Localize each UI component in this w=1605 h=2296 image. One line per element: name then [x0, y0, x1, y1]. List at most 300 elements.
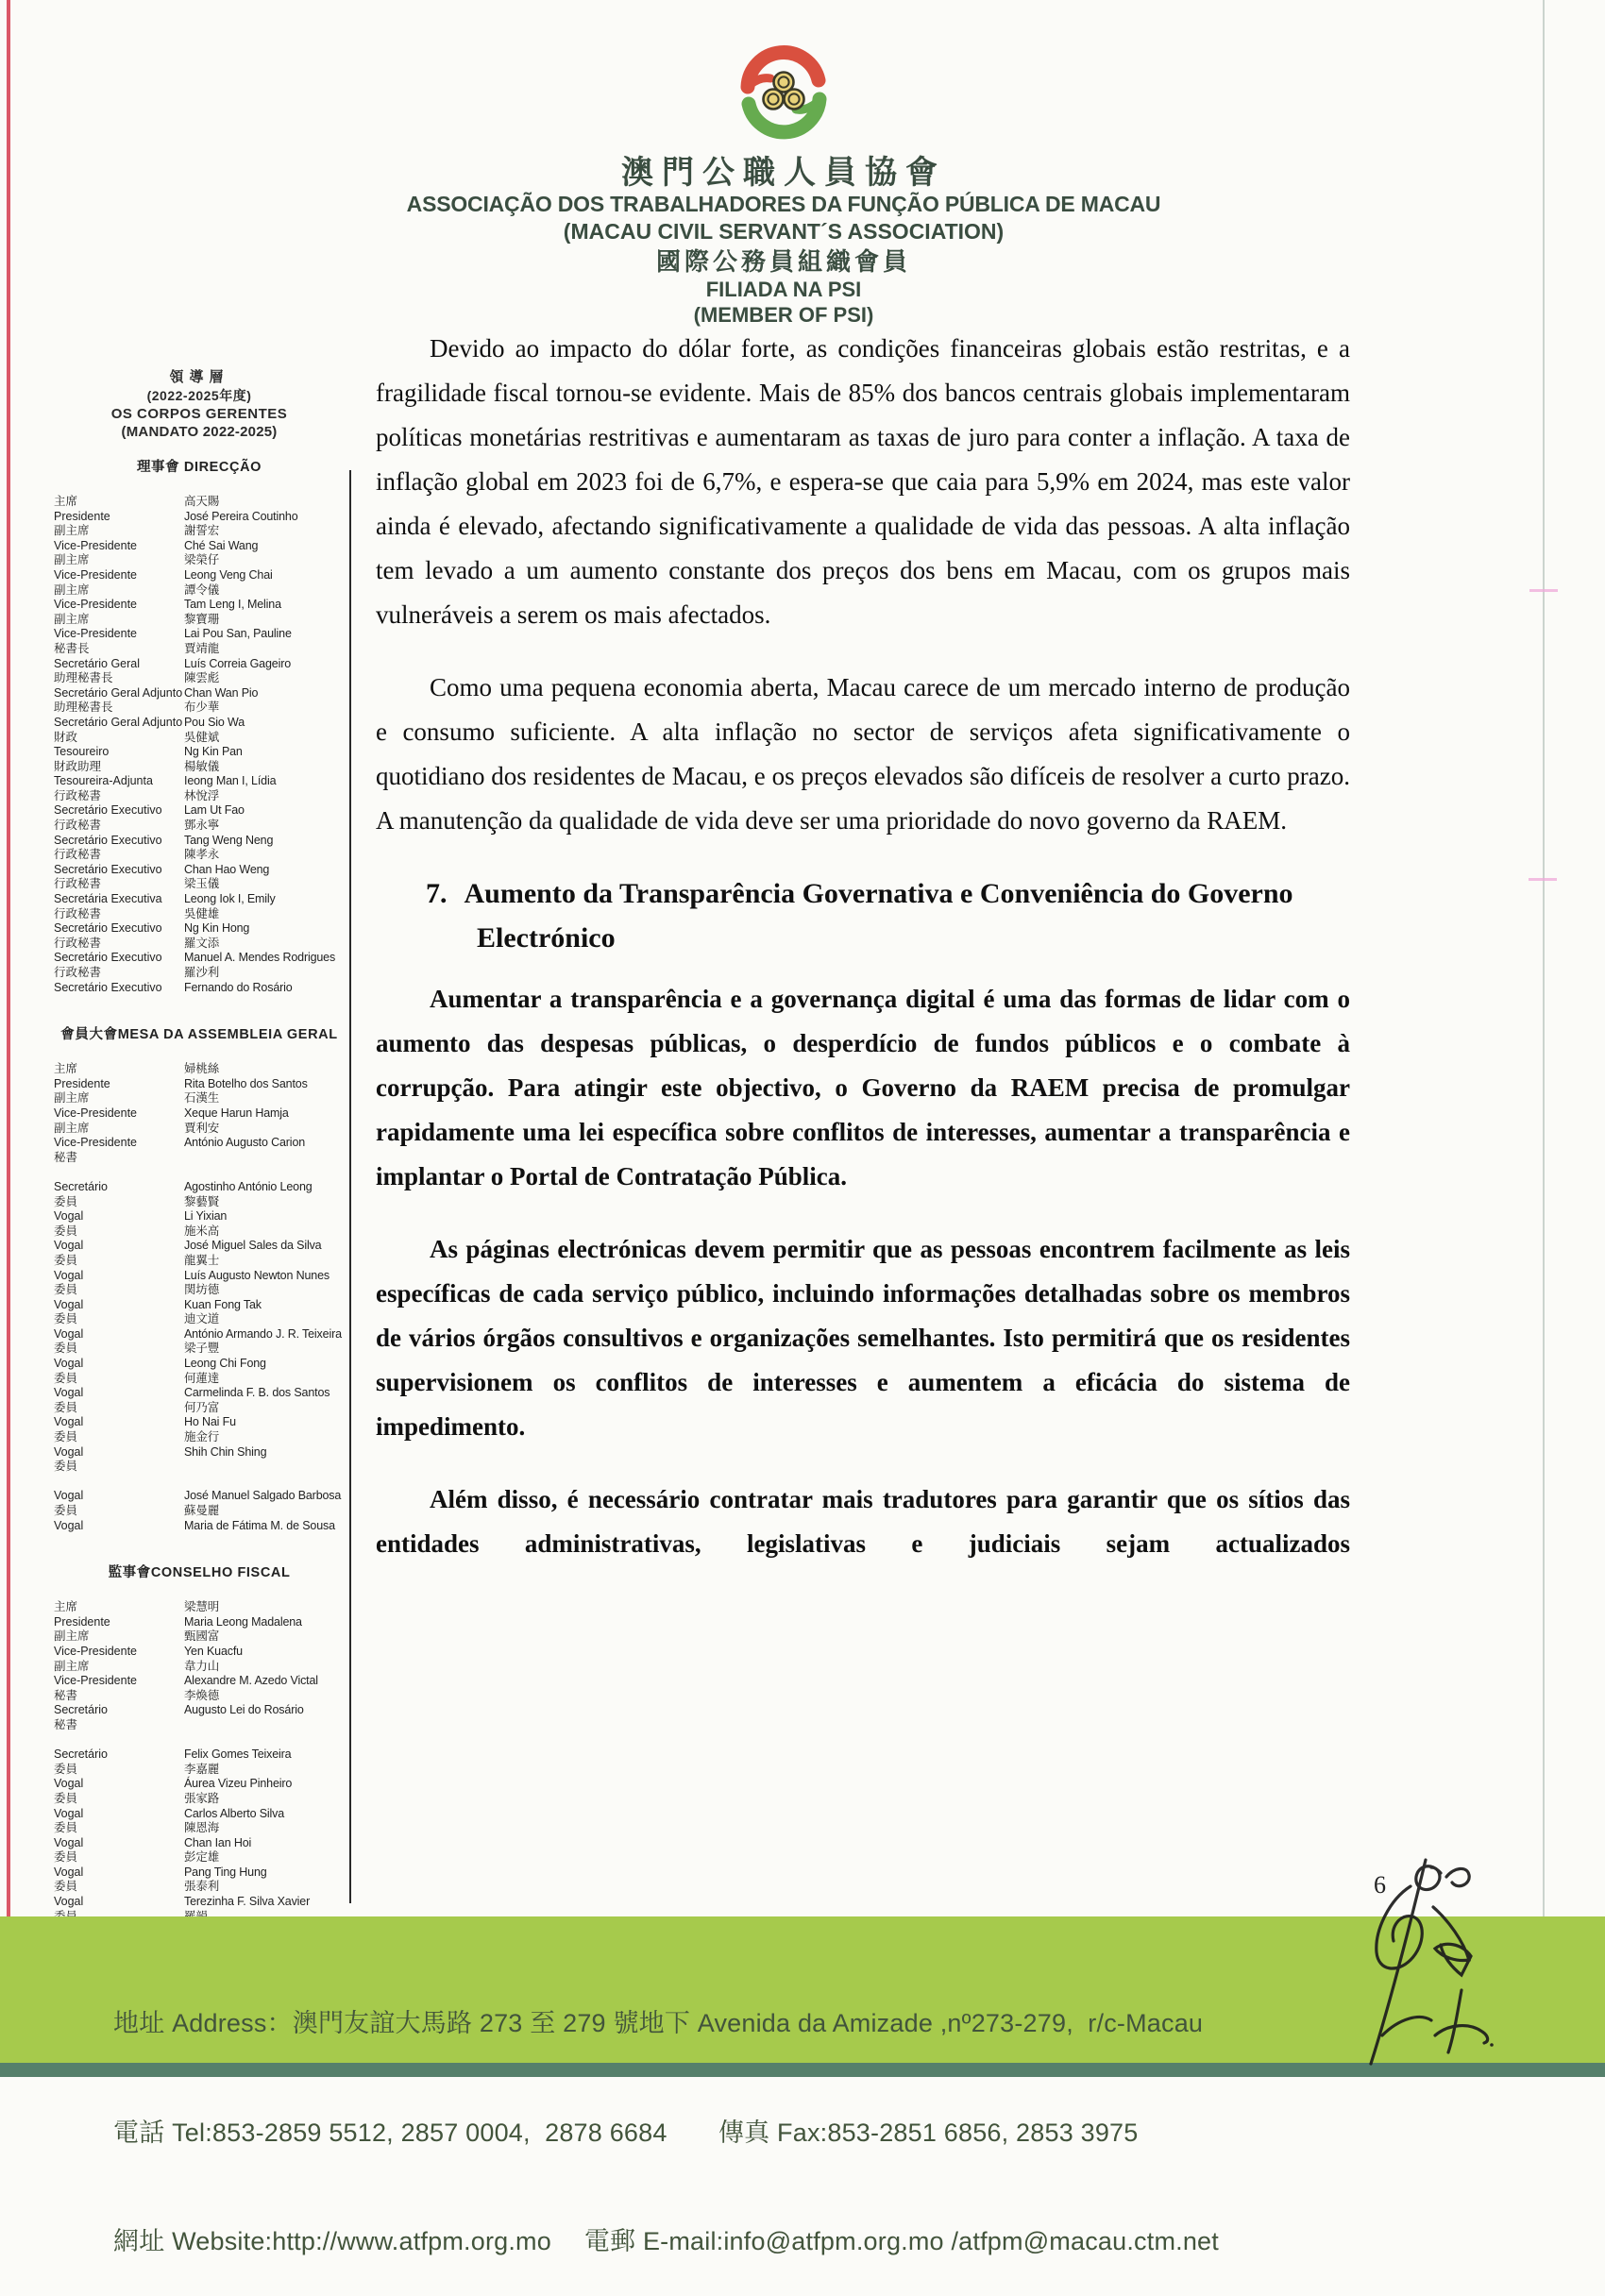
scan-artifact-tick: [1529, 878, 1557, 881]
officer-row-pt-line: [54, 892, 345, 907]
officer-row-cn-line: [54, 1062, 345, 1077]
officer-title-pt: Presidente: [54, 509, 110, 523]
sidebar-heading-term: (2022-2025年度): [146, 388, 252, 403]
officer-title-cn: 委員: [54, 1791, 78, 1805]
officer-title-cn: 副主席: [54, 553, 90, 567]
officer-name-pt: José Miguel Sales da Silva: [184, 1239, 322, 1253]
officer-title-cn: 委員: [54, 1504, 78, 1517]
officer-title-cn: 委員: [54, 1400, 78, 1414]
officer-name-cn: 陳恩海: [184, 1821, 220, 1835]
officer-row-cn-line: [54, 1091, 345, 1106]
officer-name-pt: Chan Wan Pio: [184, 685, 259, 700]
officer-name-pt: Terezinha F. Silva Xavier: [184, 1895, 311, 1909]
officer-name-cn: [184, 1151, 345, 1166]
psi-membership-english: (MEMBER OF PSI): [693, 303, 874, 327]
officer-title-cn: 委員: [54, 1224, 78, 1238]
officer-title-pt: Vogal: [54, 1239, 84, 1253]
officer-title-pt: Secretário Geral Adjunto: [54, 715, 183, 729]
officer-row-pt-line: [54, 1269, 345, 1284]
officer-name-pt: Lai Pou San, Pauline: [184, 627, 292, 641]
officer-row: [54, 1401, 345, 1430]
officer-row-cn-line: [54, 1430, 345, 1445]
officer-title-pt: Vogal: [54, 1865, 84, 1879]
officer-row-cn-line: [54, 1689, 345, 1704]
officer-name-cn: 布少華: [184, 701, 220, 715]
officer-row-cn-line: [54, 1718, 345, 1733]
officer-row-cn-line: [54, 1372, 345, 1387]
officer-name-cn: 梁子豐: [184, 1342, 220, 1356]
officer-name-pt: Felix Gomes Teixeira: [184, 1747, 292, 1762]
officer-title-pt: Vice-Presidente: [54, 598, 138, 612]
officer-name-pt: José Pereira Coutinho: [184, 509, 298, 523]
officer-title-cn: 委員: [54, 1371, 78, 1385]
officer-title-cn: 行政秘書: [54, 966, 102, 979]
officer-name-pt: Manuel A. Mendes Rodrigues: [184, 951, 336, 965]
officer-name-pt: Luís Correia Gageiro: [184, 656, 292, 670]
officer-name-pt: Maria Leong Madalena: [184, 1614, 302, 1629]
officer-name-pt: Ng Kin Hong: [184, 921, 250, 936]
officer-row-cn-line: [54, 1401, 345, 1416]
officer-row-pt-line: [54, 774, 345, 789]
officer-name-cn: 迪文道: [184, 1312, 220, 1326]
officer-row-cn-line: [54, 966, 345, 981]
officer-title-pt: Presidente: [54, 1076, 110, 1090]
officer-name-cn: 韋力山: [184, 1659, 220, 1673]
officer-title-pt: Vice-Presidente: [54, 538, 138, 552]
officer-row-cn-line: [54, 819, 345, 834]
officer-row-pt-line: [54, 716, 345, 731]
sidebar-section: [54, 456, 345, 995]
body-paragraph: As páginas electrónicas devem permitir que as pessoas encontrem facilmente as leis específicas de cada serviço público, incluindo informações detalhadas sobre os membros de vários órgãos consultivos e organizações semelhantes. Isto permitirá que os residentes supervisionem os conflitos de interesses e aumentem a eficácia do sistema de impedimento.: [376, 1235, 1350, 1441]
officer-row-pt-line: [54, 568, 345, 583]
officer-row-pt-line: [54, 1895, 345, 1910]
officer-row-cn-line: [54, 1151, 345, 1166]
sidebar-section: [54, 1562, 345, 1939]
officer-row: [54, 1880, 345, 1909]
officer-name-pt: Alexandre M. Azedo Victal: [184, 1674, 318, 1688]
officer-row-pt-line: [54, 598, 345, 613]
officer-name-pt: Maria de Fátima M. de Sousa: [184, 1518, 335, 1532]
officer-title-pt: Secretário Executivo: [54, 951, 162, 965]
officer-name-pt: António Augusto Carion: [184, 1136, 306, 1150]
officer-title-pt: Vogal: [54, 1489, 84, 1503]
officer-row-pt-line: [54, 510, 345, 525]
officer-row-cn-line: [54, 1312, 345, 1327]
officer-row: [54, 848, 345, 877]
main-text: [376, 327, 1350, 1595]
officer-title-cn: 行政秘書: [54, 877, 102, 891]
officer-name-pt: Carlos Alberto Silva: [184, 1806, 285, 1820]
officer-row-pt-line: [54, 657, 345, 672]
officer-row-cn-line: [54, 1342, 345, 1357]
officer-row-pt-line: [54, 1180, 345, 1195]
association-logo-hands-coins-icon: [738, 43, 829, 145]
officer-row: [54, 877, 345, 906]
officer-row: [54, 553, 345, 582]
officer-row: [54, 907, 345, 937]
officer-row-cn-line: [54, 642, 345, 657]
officer-row: [54, 1689, 345, 1718]
page-number: 6: [1374, 1871, 1386, 1899]
officer-name-cn: 蘇曼麗: [184, 1504, 220, 1517]
officer-row-cn-line: [54, 789, 345, 804]
officer-name-pt: Shih Chin Shing: [184, 1444, 267, 1459]
officer-name-cn: 何乃富: [184, 1400, 220, 1414]
officer-name-pt: Leong Veng Chai: [184, 567, 273, 582]
sidebar-divider-rule: [349, 470, 351, 1903]
officer-title-pt: Tesoureira-Adjunta: [54, 774, 153, 788]
officer-name-cn: 謝誓宏: [184, 524, 220, 538]
sidebar-sections: [54, 456, 345, 1939]
officer-title-cn: 助理秘書長: [54, 671, 113, 685]
officer-row: [54, 819, 345, 848]
officer-name-pt: Áurea Vizeu Pinheiro: [184, 1777, 293, 1791]
officer-name-pt: Ieong Man I, Lídia: [184, 774, 277, 788]
officer-row-pt-line: [54, 1077, 345, 1092]
officer-row-cn-line: [54, 1850, 345, 1866]
officer-row: [54, 789, 345, 819]
body-paragraph: Além disso, é necessário contratar mais tradutores para garantir que os sítios das entidades administrativas, legislativas e judiciais sejam actualizados: [376, 1485, 1350, 1558]
officer-row-pt-line: [54, 921, 345, 937]
officer-row-pt-line: [54, 951, 345, 966]
officer-title-cn: 主席: [54, 1062, 78, 1076]
officer-name-pt: Tang Weng Neng: [184, 833, 274, 847]
officer-row-pt-line: [54, 1209, 345, 1224]
officer-row: [54, 1504, 345, 1533]
officer-title-cn: 委員: [54, 1762, 78, 1776]
officer-title-pt: Vice-Presidente: [54, 1106, 138, 1120]
officer-row-cn-line: [54, 1254, 345, 1269]
officer-title-cn: 副主席: [54, 1091, 90, 1106]
officer-title-cn: 秘書長: [54, 641, 90, 655]
officer-name-pt: Carmelinda F. B. dos Santos: [184, 1386, 330, 1400]
officer-row-cn-line: [54, 1504, 345, 1519]
officer-row-pt-line: [54, 1674, 345, 1689]
officer-title-pt: Vogal: [54, 1209, 84, 1224]
officer-title-pt: Vice-Presidente: [54, 627, 138, 641]
officer-row-cn-line: [54, 1224, 345, 1240]
officer-title-pt: Vogal: [54, 1895, 84, 1909]
officer-row-cn-line: [54, 1660, 345, 1675]
officer-row: [54, 1460, 345, 1504]
officer-row-pt-line: [54, 1386, 345, 1401]
officer-title-cn: 財政: [54, 730, 78, 744]
officer-title-pt: Vogal: [54, 1806, 84, 1820]
officer-row: [54, 1224, 345, 1254]
officer-row-pt-line: [54, 1327, 345, 1342]
officer-row-pt-line: [54, 1807, 345, 1822]
officer-name-cn: 張泰利: [184, 1880, 220, 1894]
officer-row: [54, 1430, 345, 1460]
officer-title-cn: 委員: [54, 1342, 78, 1356]
officer-name-pt: Leong Chi Fong: [184, 1357, 266, 1371]
officer-row-cn-line: [54, 760, 345, 775]
officer-name-cn: 鄧永寧: [184, 819, 220, 833]
officer-row-cn-line: [54, 1629, 345, 1645]
officer-row: [54, 1254, 345, 1283]
sidebar-heading: [54, 368, 345, 441]
officer-title-pt: Secretário Geral: [54, 656, 141, 670]
officer-name-pt: Lam Ut Fao: [184, 803, 245, 818]
officer-title-pt: Vogal: [54, 1357, 84, 1371]
officer-row: [54, 671, 345, 701]
officer-row-pt-line: [54, 1703, 345, 1718]
officer-name-cn: 陳雲彪: [184, 671, 220, 685]
officer-title-cn: 委員: [54, 1194, 78, 1208]
officer-title-pt: Vogal: [54, 1518, 84, 1532]
psi-membership-portuguese: FILIADA NA PSI: [705, 278, 862, 301]
officer-name-cn: 黎藝賢: [184, 1194, 220, 1208]
officer-name-cn: 林悅浮: [184, 788, 220, 802]
officer-title-cn: 助理秘書長: [54, 701, 113, 715]
office-holders-sidebar: [54, 368, 345, 1939]
officer-name-pt: Yen Kuacfu: [184, 1644, 243, 1658]
officer-name-cn: 施米高: [184, 1224, 220, 1238]
officer-name-pt: António Armando J. R. Teixeira: [184, 1326, 342, 1341]
officer-name-cn: 李煥德: [184, 1688, 220, 1702]
officer-row: [54, 1763, 345, 1792]
officer-name-pt: Fernando do Rosário: [184, 980, 293, 994]
letterhead: [0, 43, 1567, 328]
officer-row-cn-line: [54, 553, 345, 568]
officer-row-pt-line: [54, 1489, 345, 1504]
officer-row-cn-line: [54, 731, 345, 746]
officer-title-cn: 行政秘書: [54, 819, 102, 833]
officer-name-pt: Pou Sio Wa: [184, 715, 245, 729]
officer-title-pt: Secretário: [54, 1747, 108, 1762]
officer-title-cn: 行政秘書: [54, 906, 102, 920]
officer-row-cn-line: [54, 671, 345, 686]
officer-name-pt: Li Yixian: [184, 1209, 228, 1224]
officer-name-cn: [184, 1460, 345, 1475]
officer-row-pt-line: [54, 1357, 345, 1372]
footer-website-email-line: 網址 Website:http://www.atfpm.org.mo 電郵 E-mail:info@atfpm.org.mo /atfpm@macau.ctm.net: [113, 2227, 1219, 2255]
officer-row: [54, 524, 345, 553]
officer-row: [54, 1792, 345, 1821]
association-name-chinese: 澳門公職人員協會: [621, 155, 946, 191]
officer-name-pt: Xeque Harun Hamja: [184, 1106, 289, 1120]
officer-title-pt: Secretário Executivo: [54, 803, 162, 818]
sidebar-heading-cn: 領導層: [169, 369, 229, 385]
section-title: 會員大會MESA DA ASSEMBLEIA GERAL: [60, 1027, 338, 1043]
officer-title-cn: 副主席: [54, 1121, 90, 1135]
officer-name-cn: 賈利安: [184, 1121, 220, 1135]
officer-title-pt: Vogal: [54, 1415, 84, 1429]
officer-row: [54, 613, 345, 642]
officer-row-pt-line: [54, 1866, 345, 1881]
officer-row-pt-line: [54, 1298, 345, 1313]
officer-name-cn: 吳健斌: [184, 730, 220, 744]
officer-title-pt: Secretário Executivo: [54, 921, 162, 936]
footer-address-line: 地址 Address：澳門友誼大馬路 273 至 279 號地下 Avenida da Amizade ,nº273-279, r/c-Macau: [113, 2009, 1204, 2037]
officer-name-cn: 羅沙利: [184, 966, 220, 979]
officer-name-pt: Augusto Lei do Rosário: [184, 1703, 304, 1717]
officer-title-pt: Vogal: [54, 1444, 84, 1459]
officer-row: [54, 1821, 345, 1850]
sidebar-heading-mandate: (MANDATO 2022-2025): [121, 424, 278, 440]
officer-row-pt-line: [54, 1777, 345, 1792]
officer-row-cn-line: [54, 613, 345, 628]
officer-name-cn: 高天賜: [184, 495, 220, 508]
officer-row-cn-line: [54, 1763, 345, 1778]
officer-title-cn: 副主席: [54, 1629, 90, 1644]
officer-row-pt-line: [54, 745, 345, 760]
officer-name-cn: 施金行: [184, 1430, 220, 1444]
officer-row-pt-line: [54, 1747, 345, 1763]
officer-row-cn-line: [54, 1792, 345, 1807]
officer-row-cn-line: [54, 1460, 345, 1475]
officer-title-cn: 秘書: [54, 1150, 78, 1164]
officer-title-pt: Secretária Executiva: [54, 892, 162, 906]
officer-title-pt: Secretário Executivo: [54, 833, 162, 847]
officer-row-pt-line: [54, 686, 345, 701]
officer-row: [54, 495, 345, 524]
officer-row-cn-line: [54, 1821, 345, 1836]
officer-name-pt: Leong Iok I, Emily: [184, 892, 276, 906]
officer-name-pt: Agostinho António Leong: [184, 1179, 313, 1193]
officer-row-pt-line: [54, 1106, 345, 1122]
officer-row: [54, 583, 345, 613]
officer-row: [54, 1283, 345, 1312]
section-heading: [376, 871, 1350, 960]
officer-row: [54, 1629, 345, 1659]
officer-title-cn: 委員: [54, 1821, 78, 1835]
officer-name-pt: José Manuel Salgado Barbosa: [184, 1489, 342, 1503]
officer-name-cn: 李嘉麗: [184, 1762, 220, 1776]
officer-name-cn: 石漢生: [184, 1091, 220, 1106]
officer-row-pt-line: [54, 627, 345, 642]
officer-name-cn: 吳健雄: [184, 906, 220, 920]
officer-title-pt: Tesoureiro: [54, 745, 110, 759]
psi-membership-chinese: 國際公務員組織會員: [655, 247, 911, 276]
association-name-english: (MACAU CIVIL SERVANT´S ASSOCIATION): [563, 219, 1005, 244]
officer-row-cn-line: [54, 1283, 345, 1298]
officer-name-pt: Pang Ting Hung: [184, 1865, 267, 1879]
officer-name-cn: 関坊德: [184, 1283, 220, 1297]
officer-row: [54, 1122, 345, 1151]
officer-name-cn: 譚令儀: [184, 582, 220, 597]
officer-row: [54, 1151, 345, 1195]
sidebar-section: [54, 1023, 345, 1533]
officer-row-pt-line: [54, 803, 345, 819]
officer-title-pt: Vice-Presidente: [54, 1644, 138, 1658]
officer-row: [54, 1600, 345, 1629]
officer-title-cn: 委員: [54, 1283, 78, 1297]
officer-name-pt: Tam Leng I, Melina: [184, 598, 281, 612]
section-heading-text: Aumento da Transparência Governativa e Conveniência do Governo Electrónico: [464, 878, 1293, 954]
officer-title-pt: Vogal: [54, 1777, 84, 1791]
officer-row: [54, 1660, 345, 1689]
officer-title-pt: Secretário: [54, 1179, 108, 1193]
officer-title-pt: Secretário Geral Adjunto: [54, 685, 183, 700]
officer-title-cn: 副主席: [54, 524, 90, 538]
officer-row-cn-line: [54, 1122, 345, 1137]
officer-row-cn-line: [54, 495, 345, 510]
officer-name-cn: 賈靖龍: [184, 641, 220, 655]
officer-title-cn: 主席: [54, 1600, 78, 1614]
association-name-portuguese: ASSOCIAÇÃO DOS TRABALHADORES DA FUNÇÃO PÚBLICA DE MACAU: [406, 192, 1161, 216]
officer-row: [54, 760, 345, 789]
officer-name-pt: Rita Botelho dos Santos: [184, 1076, 308, 1090]
footer-phone-fax-line: 電話 Tel:853-2859 5512, 2857 0004, 2878 6684 傳真 Fax:853-2851 6856, 2853 3975: [113, 2118, 1139, 2147]
officer-row: [54, 731, 345, 760]
officer-row-pt-line: [54, 834, 345, 849]
officer-row-cn-line: [54, 907, 345, 922]
officer-title-cn: 委員: [54, 1880, 78, 1894]
officer-name-cn: 梁慧明: [184, 1600, 220, 1614]
officer-row-cn-line: [54, 1195, 345, 1210]
officer-row: [54, 966, 345, 995]
officer-name-cn: 張家路: [184, 1791, 220, 1805]
officer-title-pt: Vogal: [54, 1297, 84, 1311]
officer-title-cn: 秘書: [54, 1688, 78, 1702]
officer-name-cn: [184, 1718, 345, 1733]
officer-name-cn: 楊敏儀: [184, 759, 220, 773]
body-paragraph: Como uma pequena economia aberta, Macau carece de um mercado interno de produção e consumo suficiente. A alta inflação no sector de serviços afeta significativamente o quotidiano dos residentes de Macau, e os preços elevados são difíceis de resolver a curto prazo. A manutenção da qualidade de vida deve ser uma prioridade do novo governo da RAEM.: [376, 673, 1350, 835]
officer-title-cn: 行政秘書: [54, 936, 102, 950]
officer-row-pt-line: [54, 1615, 345, 1630]
officer-row-pt-line: [54, 863, 345, 878]
officer-name-pt: Kuan Fong Tak: [184, 1297, 262, 1311]
officer-title-pt: Vice-Presidente: [54, 1136, 138, 1150]
officer-name-pt: Luís Augusto Newton Nunes: [184, 1268, 329, 1282]
officer-name-cn: 梁玉儀: [184, 877, 220, 891]
officer-row-pt-line: [54, 1415, 345, 1430]
officer-title-pt: Vogal: [54, 1326, 84, 1341]
officer-name-pt: Ho Nai Fu: [184, 1415, 236, 1429]
officer-title-cn: 委員: [54, 1312, 78, 1326]
officer-title-cn: 秘書: [54, 1717, 78, 1731]
officer-row-pt-line: [54, 1836, 345, 1851]
officer-row-pt-line: [54, 1519, 345, 1534]
officer-row: [54, 642, 345, 671]
officer-name-cn: 梁榮仔: [184, 553, 220, 567]
officer-title-pt: Vogal: [54, 1268, 84, 1282]
officer-row: [54, 1312, 345, 1342]
section-title: 理事會 DIRECÇÃO: [136, 460, 262, 475]
officer-row-pt-line: [54, 1239, 345, 1254]
officer-title-pt: Vice-Presidente: [54, 1674, 138, 1688]
officer-title-cn: 委員: [54, 1253, 78, 1267]
officer-title-pt: Vice-Presidente: [54, 567, 138, 582]
officer-name-cn: 婦桃絲: [184, 1062, 220, 1076]
officer-name-cn: 羅文添: [184, 936, 220, 950]
officer-name-cn: 何蓮達: [184, 1371, 220, 1385]
officer-row-cn-line: [54, 524, 345, 539]
officer-name-cn: 彭定雄: [184, 1850, 220, 1865]
officer-row-pt-line: [54, 1445, 345, 1460]
officer-name-pt: Chan Hao Weng: [184, 862, 270, 876]
officer-title-cn: 財政助理: [54, 759, 102, 773]
officer-title-pt: Secretário Executivo: [54, 862, 162, 876]
officer-row-cn-line: [54, 1600, 345, 1615]
officer-row: [54, 1091, 345, 1121]
officer-row: [54, 1062, 345, 1091]
officer-row-cn-line: [54, 937, 345, 952]
officer-row-cn-line: [54, 701, 345, 716]
footer-contact-block: [113, 1933, 1435, 2296]
officer-row: [54, 1342, 345, 1371]
officer-row-cn-line: [54, 877, 345, 892]
officer-row-pt-line: [54, 981, 345, 996]
officer-title-cn: 行政秘書: [54, 788, 102, 802]
officer-name-cn: 陳孝永: [184, 848, 220, 862]
officer-title-cn: 副主席: [54, 1659, 90, 1673]
officer-row-pt-line: [54, 1136, 345, 1151]
sidebar-heading-pt: OS CORPOS GERENTES: [110, 406, 288, 422]
scan-artifact-tick: [1529, 589, 1558, 592]
officer-row: [54, 1372, 345, 1401]
